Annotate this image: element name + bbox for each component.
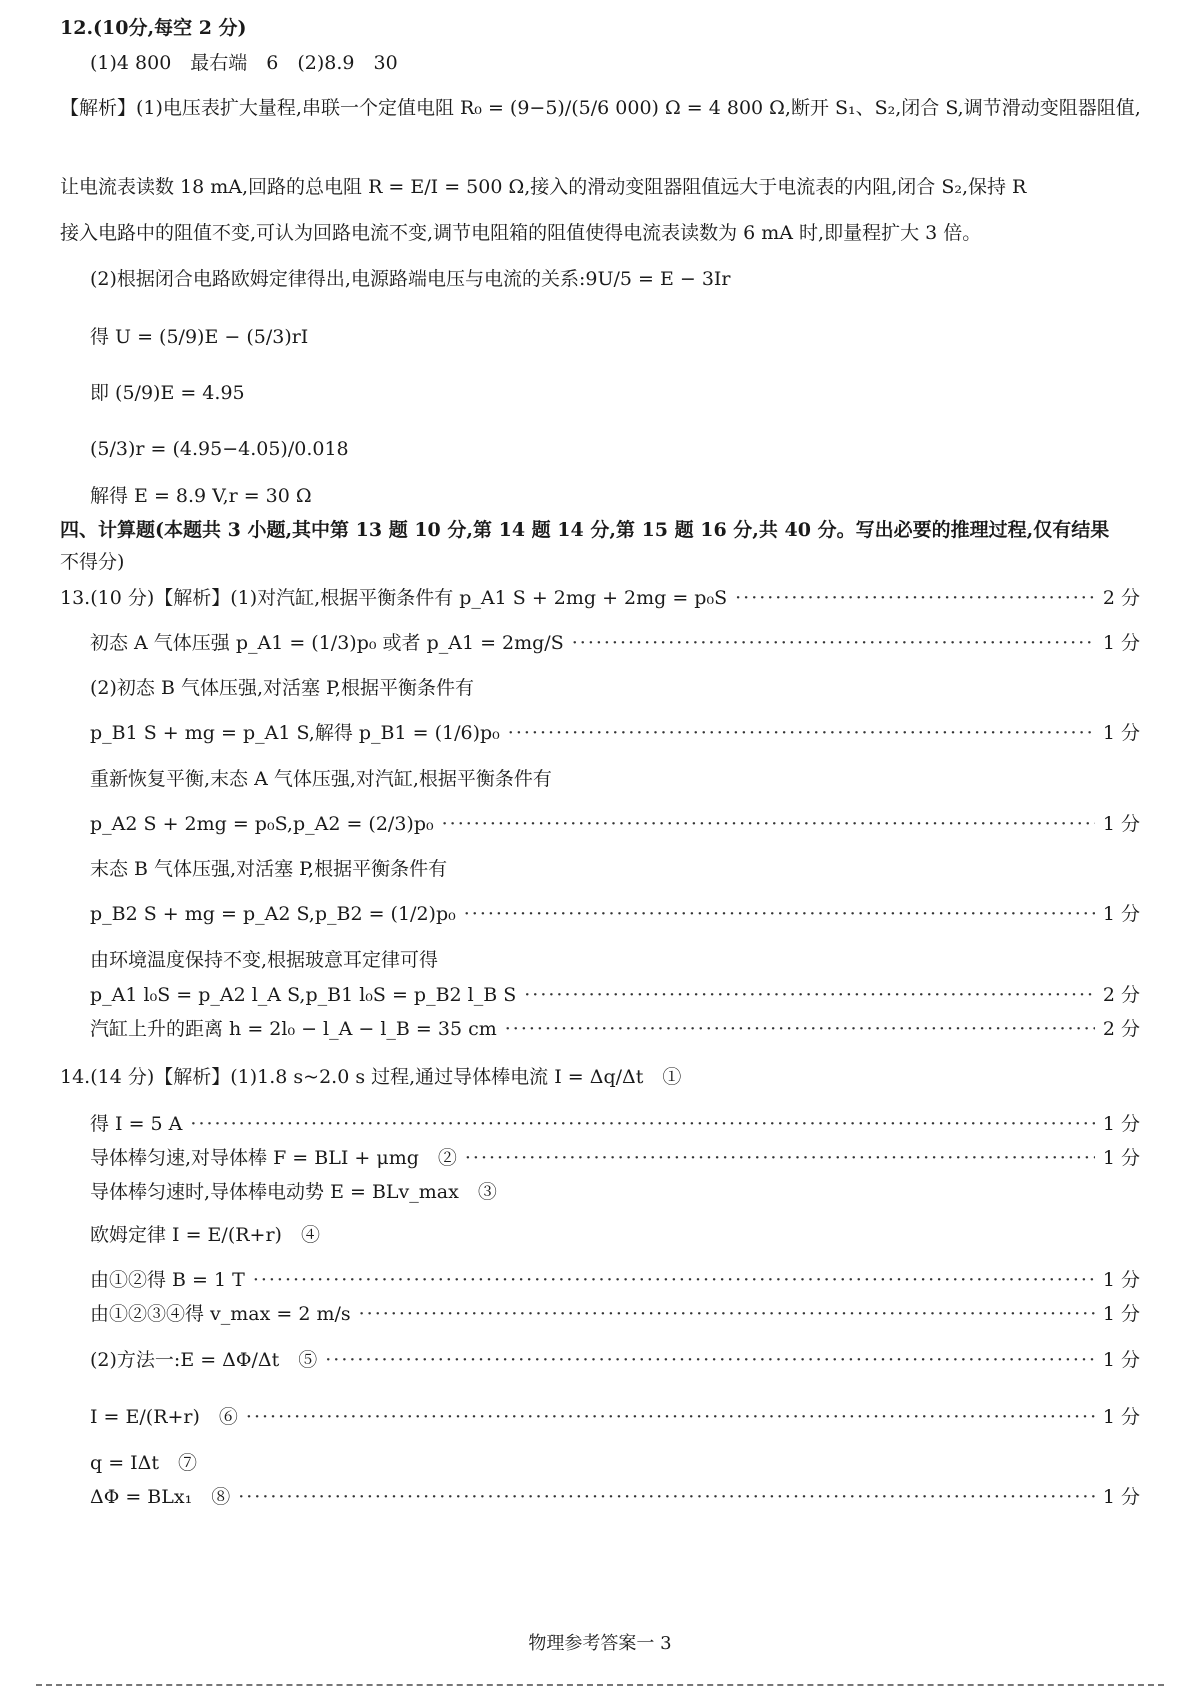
score: 1 分 <box>1102 1406 1140 1428</box>
score: 1 分 <box>1102 1486 1140 1508</box>
q13-line-8-text: p_B2 S + mg = p_A2 S,p_B2 = (1/2)p₀ <box>90 903 456 925</box>
score: 1 分 <box>1102 1303 1140 1325</box>
watermark-text-2: 有 <box>248 398 278 433</box>
q13-line-4-text: p_B1 S + mg = p_A1 S,解得 p_B1 = (1/6)p₀ <box>90 722 500 744</box>
q13-line-3: (2)初态 B 气体压强,对活塞 P,根据平衡条件有 <box>90 677 475 699</box>
score: 2 分 <box>1102 587 1140 609</box>
q12-result: 解得 E = 8.9 V,r = 30 Ω <box>90 485 312 507</box>
leader-dots <box>465 1147 1095 1170</box>
q12-formula-u: 得 U = (5/9)E − (5/3)rI <box>90 326 309 348</box>
score: 1 分 <box>1102 1147 1140 1169</box>
leader-dots <box>442 813 1095 836</box>
leader-dots <box>508 722 1095 745</box>
leader-dots <box>325 1349 1095 1372</box>
q14-line-2-text: 得 I = 5 A <box>90 1113 183 1135</box>
q14-line-5: 欧姆定律 I = E/(R+r) ④ <box>90 1224 320 1246</box>
score: 1 分 <box>1102 722 1140 744</box>
q12-formula-r: (5/3)r = (4.95−4.05)/0.018 <box>90 438 349 460</box>
leader-dots <box>238 1486 1095 1509</box>
q14-line-3-text: 导体棒匀速,对导体棒 F = BLI + μmg ② <box>90 1147 457 1169</box>
watermark-text-1: 文化 <box>268 338 328 373</box>
score: 1 分 <box>1102 1113 1140 1135</box>
q14-line-11-text: ΔΦ = BLx₁ ⑧ <box>90 1486 231 1508</box>
score: 2 分 <box>1102 984 1140 1006</box>
score: 1 分 <box>1102 903 1140 925</box>
q13-line-9: 由环境温度保持不变,根据玻意耳定律可得 <box>90 949 439 971</box>
q14-line-1: 14.(14 分)【解析】(1)1.8 s~2.0 s 过程,通过导体棒电流 I = Δq/Δt ① <box>60 1066 682 1088</box>
q13-line-11-text: 汽缸上升的距离 h = 2l₀ − l_A − l_B = 35 cm <box>90 1018 497 1040</box>
q12-analysis-3: 接入电路中的阻值不变,可认为回路电流不变,调节电阻箱的阻值使得电流表读数为 6 mA 时,即量程扩大 3 倍。 <box>60 222 982 244</box>
q14-line-10: q = IΔt ⑦ <box>90 1452 198 1474</box>
q12-analysis-1: 【解析】(1)电压表扩大量程,串联一个定值电阻 R₀ = (9−5)/(5/6 000) Ω = 4 800 Ω,断开 S₁、S₂,闭合 S,调节滑动变阻器阻值, <box>60 97 1141 119</box>
leader-dots <box>253 1269 1095 1292</box>
leader-dots <box>735 587 1095 610</box>
q12-analysis-2: 让电流表读数 18 mA,回路的总电阻 R = E/I = 500 Ω,接入的滑动变阻器阻值远大于电流表的内阻,闭合 S₂,保持 R <box>60 176 1027 198</box>
score: 1 分 <box>1102 1269 1140 1291</box>
leader-dots <box>524 984 1095 1007</box>
footer-divider <box>36 1684 1164 1686</box>
q13-line-6-text: p_A2 S + 2mg = p₀S,p_A2 = (2/3)p₀ <box>90 813 434 835</box>
q12-analysis-4: (2)根据闭合电路欧姆定律得出,电源路端电压与电流的关系:9U/5 = E − 3Ir <box>90 268 731 290</box>
q12-answers: (1)4 800 最右端 6 (2)8.9 30 <box>90 52 398 74</box>
leader-dots <box>505 1018 1095 1041</box>
q13-line-5: 重新恢复平衡,末态 A 气体压强,对汽缸,根据平衡条件有 <box>90 768 552 790</box>
q12-formula-e: 即 (5/9)E = 4.95 <box>90 382 245 404</box>
score: 1 分 <box>1102 813 1140 835</box>
page-footer: 物理参考答案一 3 <box>528 1633 672 1654</box>
leader-dots <box>246 1406 1095 1429</box>
q13-line-1-text: 13.(10 分)【解析】(1)对汽缸,根据平衡条件有 p_A1 S + 2mg + 2mg = p₀S <box>60 587 728 609</box>
q14-line-7-text: 由①②③④得 v_max = 2 m/s <box>90 1303 351 1325</box>
q12-heading: 12.(10分,每空 2 分) <box>60 17 247 39</box>
score: 1 分 <box>1102 632 1140 654</box>
q13-line-2-text: 初态 A 气体压强 p_A1 = (1/3)p₀ 或者 p_A1 = 2mg/S <box>90 632 564 654</box>
q14-line-8-text: (2)方法一:E = ΔΦ/Δt ⑤ <box>90 1349 318 1371</box>
section-4-heading: 四、计算题(本题共 3 小题,其中第 13 题 10 分,第 14 题 14 分,第 15 题 16 分,共 40 分。写出必要的推理过程,仅有结果 <box>60 519 1110 541</box>
q13-line-7: 末态 B 气体压强,对活塞 P,根据平衡条件有 <box>90 858 448 880</box>
leader-dots <box>572 632 1095 655</box>
q14-line-6-text: 由①②得 B = 1 T <box>90 1269 245 1291</box>
q14-line-4: 导体棒匀速时,导体棒电动势 E = BLv_max ③ <box>90 1181 497 1203</box>
section-4-heading-cont: 不得分) <box>60 551 125 573</box>
score: 2 分 <box>1102 1018 1140 1040</box>
q14-line-9-text: I = E/(R+r) ⑥ <box>90 1406 238 1428</box>
leader-dots <box>359 1303 1095 1326</box>
q13-line-10-text: p_A1 l₀S = p_A2 l_A S,p_B1 l₀S = p_B2 l_B S <box>90 984 517 1006</box>
score: 1 分 <box>1102 1349 1140 1371</box>
leader-dots <box>464 903 1095 926</box>
leader-dots <box>190 1113 1094 1136</box>
